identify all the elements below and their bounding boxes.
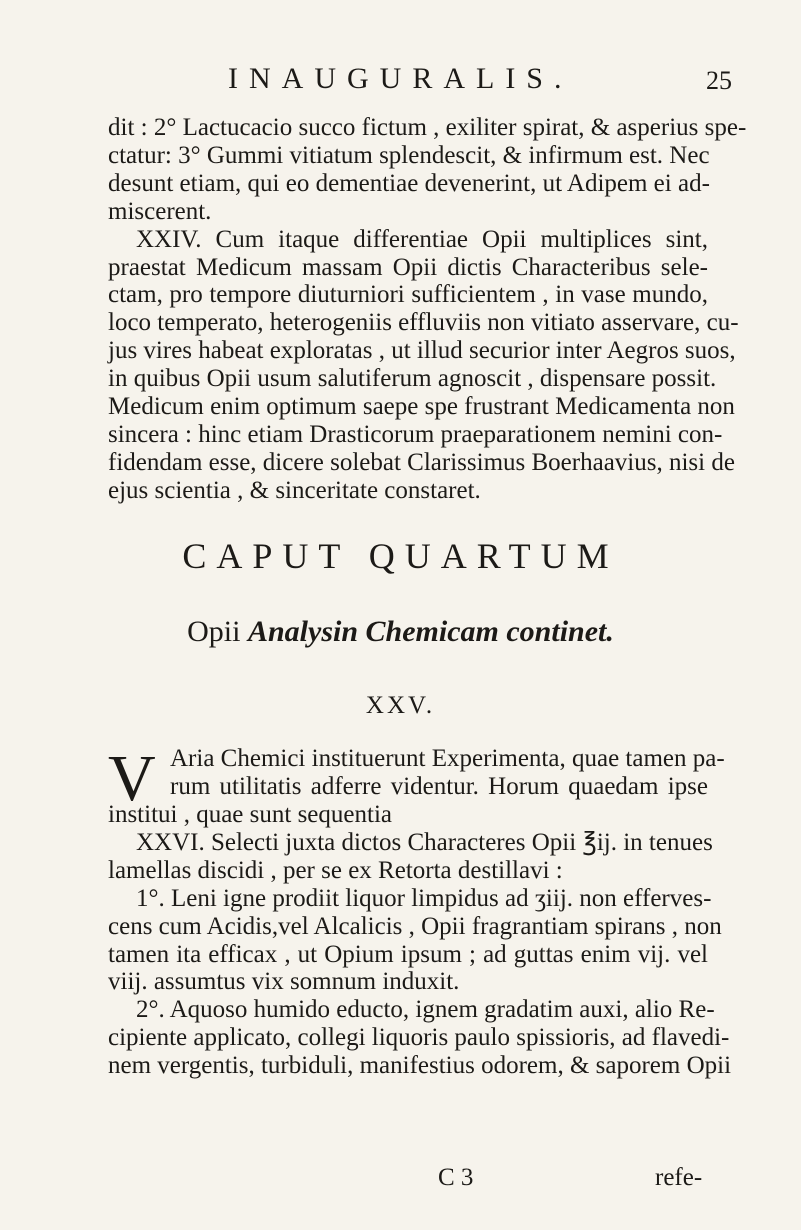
text-line: praestat Medicum massam Opii dictis Characteribus sele-: [108, 253, 708, 281]
text-line: Aria Chemici instituerunt Experimenta, quae tamen pa-: [170, 745, 725, 772]
text-line: desunt etiam, qui eo dementiae devenerint, ut Adipem ei ad-: [108, 169, 710, 197]
paragraph-xxiv: [108, 114, 747, 505]
text-line: loco temperato, heterogeniis effluviis non vitiato asservare, cu-: [108, 309, 739, 337]
chapter-subtitle-plain: Opii: [187, 615, 248, 648]
text-line: 1°. Leni igne prodiit liquor limpidus ad ʒiij. non efferves-: [136, 884, 712, 912]
text-line: fidendam esse, dicere solebat Clarissimus Boerhaavius, nisi de: [108, 448, 735, 476]
paragraph-xxv-body: [108, 801, 732, 1080]
signature-mark: C 3: [438, 1164, 474, 1191]
text-line: ejus scientia , & sinceritate constaret.: [108, 476, 481, 504]
drop-cap: V: [108, 742, 156, 815]
text-line: jus vires habeat exploratas , ut illud securior inter Aegros suos,: [108, 337, 736, 365]
text-line: 2°. Aquoso humido educto, ignem gradatim auxi, alio Re-: [136, 996, 715, 1024]
text-line: ctatur: 3° Gummi vitiatum splendescit, & infirmum est. Nec: [108, 141, 710, 169]
text-line: XXVI. Selecti juxta dictos Characteres Opii ℥ij. in tenues: [136, 828, 713, 856]
text-line: in quibus Opii usum salutiferum agnoscit , dispensare possit.: [108, 365, 717, 393]
text-line: lamellas discidi , per se ex Retorta destillavi :: [108, 856, 563, 884]
text-line: cens cum Acidis,vel Alcalicis , Opii fragrantiam spirans , non: [108, 912, 722, 940]
text-line: nem vergentis, turbiduli, manifestius odorem, & saporem Opii: [108, 1052, 732, 1080]
text-line: tamen ita efficax , ut Opium ipsum ; ad guttas enim vij. vel: [108, 940, 708, 968]
text-line: Medicum enim optimum saepe spe frustrant Medicamenta non: [108, 393, 735, 421]
text-line: cipiente applicato, collegi liquoris paulo spissioris, ad flavedi-: [108, 1024, 730, 1052]
text-line: XXIV. Cum itaque differentiae Opii multiplices sint,: [136, 225, 708, 253]
running-title: INAUGURALIS.: [228, 62, 573, 95]
section-number: XXV.: [365, 692, 436, 719]
page-footer: [0, 1164, 801, 1194]
text-line: institui , quae sunt sequentia: [108, 801, 392, 828]
text-line: sincera : hinc etiam Drasticorum praeparationem nemini con-: [108, 420, 723, 448]
catchword: refe-: [655, 1164, 703, 1191]
text-line: rum utilitatis adferre videntur. Horum quaedam ipse: [170, 772, 708, 800]
page-number: 25: [706, 66, 732, 95]
chapter-subtitle-italic: Analysin Chemicam continet.: [247, 615, 614, 648]
text-line: ctam, pro tempore diuturniori sufficientem , in vase mundo,: [108, 281, 708, 309]
chapter-subtitle: [0, 615, 801, 649]
text-line: dit : 2° Lactucacio succo fictum , exiliter spirat, & asperius spe-: [108, 114, 747, 141]
paragraph-xxv-opening: [170, 745, 725, 801]
running-head: [0, 62, 801, 102]
chapter-heading: CAPUT QUARTUM: [182, 536, 619, 576]
text-line: miscerent.: [108, 197, 212, 225]
text-line: viij. assumtus vix somnum induxit.: [108, 968, 460, 996]
